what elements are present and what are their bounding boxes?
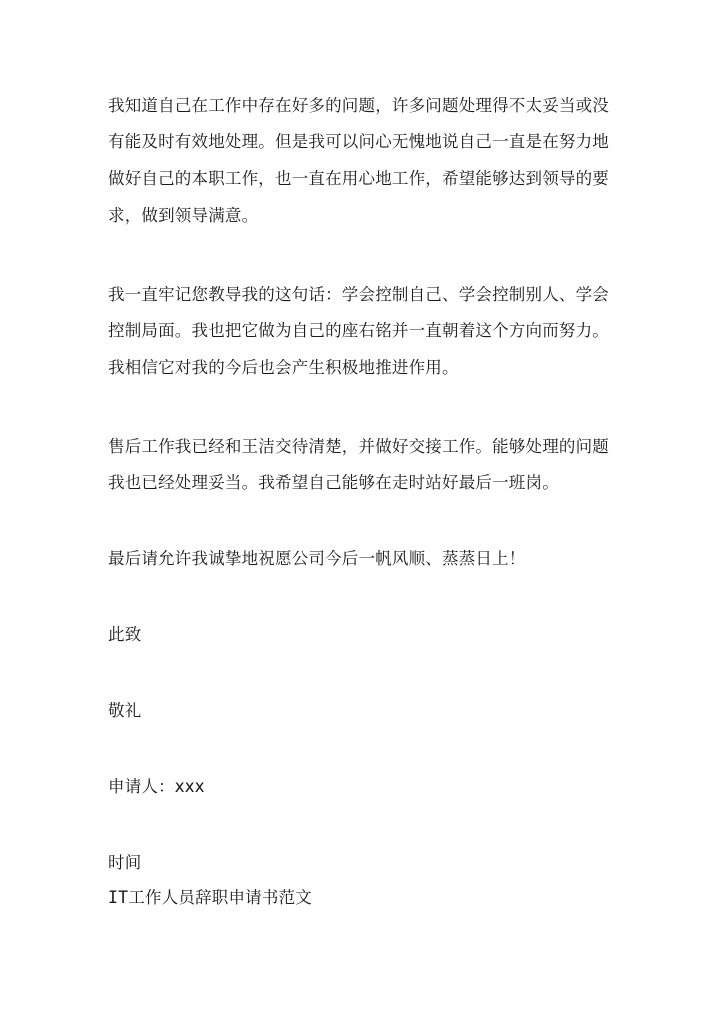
closing-salutation-2: 敬礼 <box>108 701 142 720</box>
paragraph-1-line-4: 求，做到领导满意。 <box>108 206 259 225</box>
paragraph-2-line-3: 我相信它对我的今后也会产生积极地推进作用。 <box>108 358 459 377</box>
date-label: 时间 <box>108 853 142 872</box>
closing-salutation-1: 此致 <box>108 625 142 644</box>
paragraph-4-line-1: 最后请允许我诚挚地祝愿公司今后一帆风顺、蒸蒸日上！ <box>108 549 526 568</box>
applicant-line: 申请人：xxx <box>108 777 205 796</box>
next-document-title: IT工作人员辞职申请书范文 <box>108 888 312 907</box>
paragraph-1-line-2: 有能及时有效地处理。但是我可以问心无愧地说自己一直是在努力地 <box>108 132 609 151</box>
paragraph-2-line-1: 我一直牢记您教导我的这句话：学会控制自己、学会控制别人、学会 <box>108 285 609 304</box>
paragraph-1-line-3: 做好自己的本职工作，也一直在用心地工作，希望能够达到领导的要 <box>108 169 609 188</box>
paragraph-3-line-2: 我也已经处理妥当。我希望自己能够在走时站好最后一班岗。 <box>108 473 559 492</box>
paragraph-3-line-1: 售后工作我已经和王洁交待清楚，并做好交接工作。能够处理的问题 <box>108 437 609 456</box>
paragraph-1-line-1: 我知道自己在工作中存在好多的问题，许多问题处理得不太妥当或没 <box>108 96 609 115</box>
paragraph-2-line-2: 控制局面。我也把它做为自己的座右铭并一直朝着这个方向而努力。 <box>108 321 609 340</box>
